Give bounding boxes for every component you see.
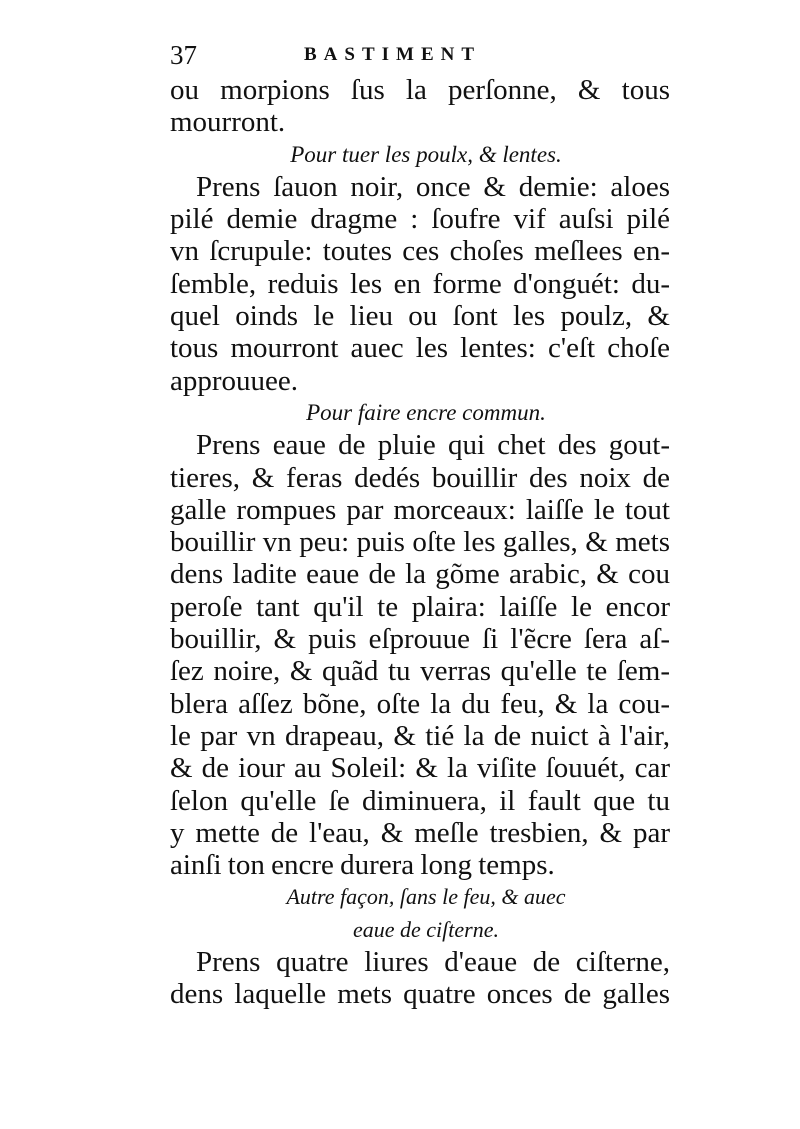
section-heading: Pour faire encre commun.: [306, 399, 546, 425]
running-head: [170, 40, 670, 74]
text-line: & de iour au Soleil: & la viſite ſouuét, car: [170, 752, 670, 785]
text-line: ſez noire, & quãd tu verras qu'elle te ſem-: [170, 655, 670, 688]
text-line: tieres, & feras dedés bouillir des noix de: [170, 461, 670, 494]
text-line: dens laquelle mets quatre onces de galles: [170, 978, 670, 1011]
text-line: ainſi ton encre durera long temps.: [170, 849, 555, 882]
section-heading: Autre façon, ſans le feu, & auec: [286, 884, 566, 910]
text-line: Prens ſauon noir, once & demie: aloes: [196, 170, 670, 203]
text-line: dens ladite eaue de la gõme arabic, & cou: [170, 558, 670, 591]
text-line: ou morpions ſus la perſonne, & tous: [170, 74, 670, 106]
text-line: ſemble, reduis les en forme d'onguét: du-: [170, 267, 670, 300]
text-line: ſelon qu'elle ſe diminuera, il fault que tu: [170, 784, 670, 817]
section-heading-continued: eaue de ciſterne.: [353, 916, 499, 942]
text-line: approuuee.: [170, 364, 299, 397]
text-line: Prens eaue de pluie qui chet des gout-: [196, 429, 670, 462]
text-block: [170, 74, 670, 1011]
page-number: 37: [170, 40, 197, 70]
text-line: galle rompues par morceaux: laiſſe le tout: [170, 493, 670, 526]
text-line: bouillir, & puis eſprouue ſi l'ẽcre ſera aſ-: [170, 623, 670, 656]
text-line: tous mourront auec les lentes: c'eſt choſe: [170, 332, 670, 365]
text-line: vn ſcrupule: toutes ces choſes meſlees en-: [170, 235, 670, 268]
text-line: quel oinds le lieu ou ſont les poulz, &: [170, 300, 670, 333]
text-line: le par vn drapeau, & tié la de nuict à l'air,: [170, 719, 670, 752]
book-page: [170, 40, 670, 1011]
text-line: y mette de l'eau, & meſle tresbien, & par: [170, 816, 670, 849]
text-line: pilé demie dragme : ſoufre vif auſsi pilé: [170, 203, 670, 236]
text-line: mourront.: [170, 106, 286, 139]
text-line: peroſe tant qu'il te plaira: laiſſe le encor: [170, 590, 670, 623]
section-heading: Pour tuer les poulx, & lentes.: [290, 141, 562, 167]
text-line: blera aſſez bõne, oſte la du feu, & la cou-: [170, 687, 670, 720]
text-line: Prens quatre liures d'eaue de ciſterne,: [196, 946, 670, 979]
running-title: BASTIMENT: [304, 44, 482, 65]
text-line: bouillir vn peu: puis oſte les galles, & mets: [170, 526, 670, 559]
